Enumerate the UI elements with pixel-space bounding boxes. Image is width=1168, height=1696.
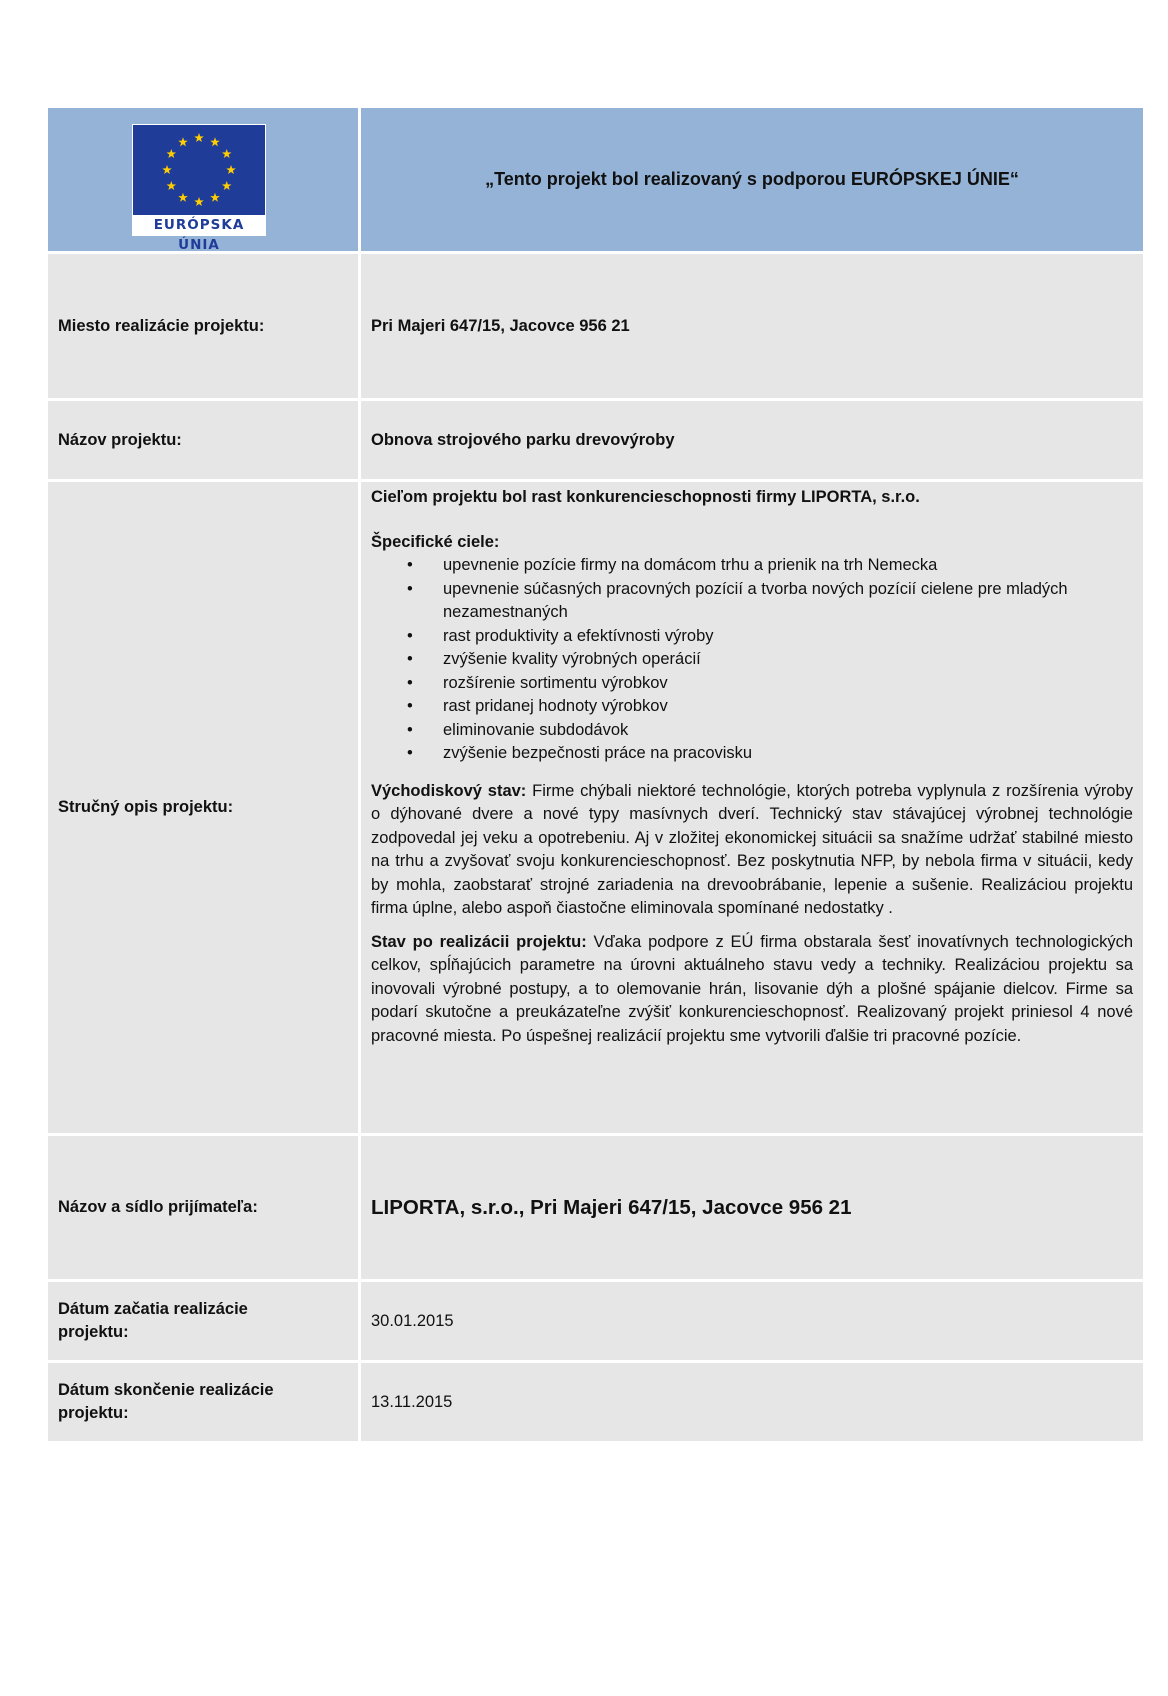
eu-stars-icon: [133, 125, 265, 215]
project-goal: Cieľom projektu bol rast konkurencieschopnosti firmy LIPORTA, s.r.o.: [371, 488, 920, 506]
star-icon: [178, 192, 188, 201]
header-title: „Tento projekt bol realizovaný s podporou EURÓPSKEJ ÚNIE“: [361, 108, 1143, 251]
initial-state-text: Firme chýbali niektoré technológie, ktorých potreba vyplynula z rozšírenia výroby o dýhované dvere a nové typy masívnych dverí. Technický stav stávajúcej výrobnej technológie zodpovedal jej veku a opotrebeniu. Aj v zložitej ekonomickej situácii sa snažíme udržať stabilné miesto na trhu a zvyšovať svoju konkurencieschopnosť. Bez poskytnutia NFP, by nebola firma v situácii, kedy by mohla, zaobstarať strojné zariadenia na drevoobrábanie, lepenie a sušenie. Realizáciou projektu firma úplne, alebo aspoň čiastočne eliminovala spomínané nedostatky .: [371, 781, 1133, 917]
row-project-name: [48, 401, 1146, 482]
star-icon: [194, 133, 204, 142]
location-value: Pri Majeri 647/15, Jacovce 956 21: [361, 254, 1143, 398]
star-icon: [194, 197, 204, 206]
header-row: [48, 108, 1146, 254]
end-date-label: Dátum skončenie realizácie projektu:: [48, 1363, 361, 1441]
logo-cell: [48, 108, 361, 251]
bullet-icon: •: [407, 650, 413, 668]
star-icon: [210, 137, 220, 146]
start-date-label: Dátum začatia realizácie projektu:: [48, 1282, 361, 1360]
initial-state-paragraph: [371, 780, 1133, 921]
after-state-text: Vďaka podpore z EÚ firma obstarala šesť inovatívnych technologických celkov, spĺňajúcich parametre na úrovni aktuálneho stavu vedy a techniky. Realizáciou projektu sa inovovali výrobné postupy, a to olemovanie hrán, lisovanie dýh a plošné spájanie dielcov. Firme sa podarí skutočne a preukázateľne zvýšiť konkurencieschopnosť. Realizovaný projekt priniesol 4 nové pracovné miesta. Po úspešnej realizácií projektu sme vytvorili ďalšie tri pracovné pozície.: [371, 932, 1133, 1045]
row-start-date: [48, 1282, 1146, 1363]
eu-flag-logo: [132, 124, 266, 253]
specific-goals-list: [371, 554, 1133, 766]
description-content: [361, 482, 1143, 1133]
list-item: • rast produktivity a efektívnosti výroby: [371, 625, 1133, 649]
list-item: • upevnenie súčasných pracovných pozícií a tvorba nových pozícií cielene pre mladých nezamestnaných: [407, 579, 1068, 621]
project-name-value: Obnova strojového parku drevovýroby: [361, 401, 1143, 479]
row-recipient: [48, 1136, 1146, 1282]
project-info-table: [48, 108, 1146, 1444]
specific-goals-title: Špecifické ciele:: [371, 532, 500, 551]
list-item: • zvýšenie kvality výrobných operácií: [371, 648, 1133, 672]
bullet-icon: •: [407, 579, 413, 598]
recipient-value: LIPORTA, s.r.o., Pri Majeri 647/15, Jacovce 956 21: [361, 1136, 1143, 1279]
row-description: [48, 482, 1146, 1136]
list-item: • zvýšenie bezpečnosti práce na pracovisku: [371, 742, 1133, 766]
eu-label: EURÓPSKA ÚNIA: [133, 215, 265, 235]
bullet-icon: •: [407, 720, 413, 739]
list-item: • rozšírenie sortimentu výrobkov: [371, 672, 1133, 696]
bullet-icon: •: [407, 697, 413, 715]
list-item: • rast pridanej hodnoty výrobkov: [371, 695, 1133, 719]
star-icon: [226, 165, 236, 174]
bullet-icon: •: [407, 556, 413, 574]
star-icon: [178, 137, 188, 146]
row-end-date: [48, 1363, 1146, 1444]
star-icon: [210, 192, 220, 201]
star-icon: [167, 149, 177, 158]
after-state-paragraph: [371, 931, 1133, 1049]
list-item: • eliminovanie subdodávok: [371, 719, 1133, 743]
bullet-icon: •: [407, 673, 413, 692]
start-date-value: 30.01.2015: [361, 1282, 1143, 1360]
star-icon: [222, 149, 232, 158]
star-icon: [162, 165, 172, 174]
description-label: Stručný opis projektu:: [48, 482, 361, 1133]
star-icon: [222, 181, 232, 190]
location-label: Miesto realizácie projektu:: [48, 254, 361, 398]
recipient-label: Názov a sídlo prijímateľa:: [48, 1136, 361, 1279]
project-name-label: Názov projektu:: [48, 401, 361, 479]
list-item: • upevnenie pozície firmy na domácom trhu a prienik na trh Nemecka: [371, 554, 1133, 578]
row-location: [48, 254, 1146, 401]
bullet-icon: •: [407, 626, 413, 645]
bullet-icon: •: [407, 744, 413, 762]
star-icon: [167, 181, 177, 190]
initial-state-label: Východiskový stav:: [371, 781, 527, 800]
end-date-value: 13.11.2015: [361, 1363, 1143, 1441]
after-state-label: Stav po realizácii projektu:: [371, 932, 587, 951]
